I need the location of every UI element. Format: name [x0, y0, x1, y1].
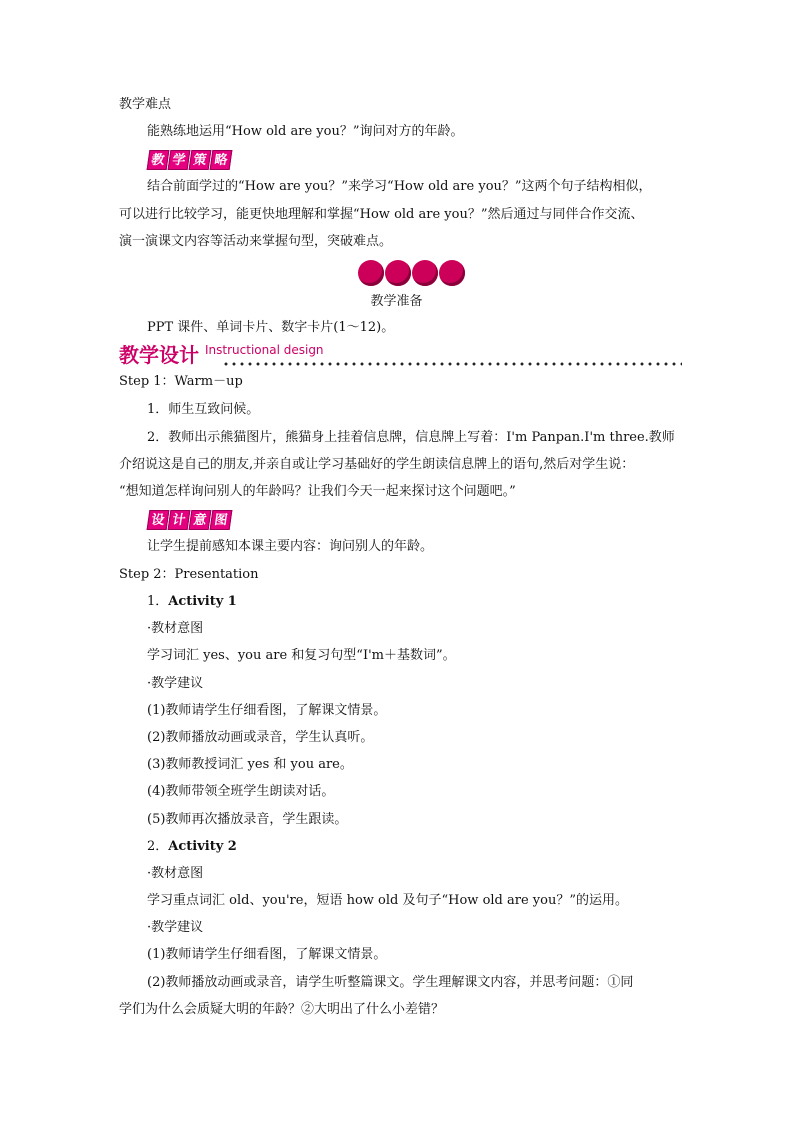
- circle-ornament: [358, 260, 384, 286]
- intent-tag-char: 设: [147, 510, 170, 530]
- activity-title: Activity 1: [168, 594, 237, 609]
- activity-number: 2．: [147, 839, 169, 854]
- suggestion-item: (2)教师播放动画或录音，学生认真听。: [147, 730, 374, 745]
- activity-title: Activity 2: [168, 839, 237, 854]
- suggestion-item-continuation: 学们为什么会质疑大明的年龄？②大明出了什么小差错？: [119, 1002, 445, 1017]
- step1-item-continuation: “想知道怎样询问别人的年龄吗？让我们今天一起来探讨这个问题吧。”: [119, 484, 516, 499]
- strategy-paragraph-line: 演一演课文内容等活动来掌握句型，突破难点。: [119, 234, 393, 249]
- design-title: 教学设计: [119, 343, 199, 367]
- activity-number: 1．: [147, 594, 169, 609]
- strategy-paragraph-line: 结合前面学过的“How are you？”来学习“How old are you？”这两个句子结构相似，: [147, 179, 652, 194]
- step1-item: 1．师生互致问候。: [147, 402, 260, 417]
- strategy-paragraph-line: 可以进行比较学习，能更快地理解和掌握“How old are you？”然后通过与同伴合作交流、: [119, 207, 644, 222]
- activity1-heading: [147, 592, 237, 612]
- dotted-divider: [222, 361, 682, 367]
- strategy-tag-char: 策: [189, 150, 212, 170]
- intent-text: 让学生提前感知本课主要内容：询问别人的年龄。: [147, 539, 434, 554]
- circle-ornament: [412, 260, 438, 286]
- activity-intent-text: 学习词汇 yes、you are 和复习句型“I'm＋基数词”。: [147, 648, 456, 663]
- section-label: ·教学建议: [147, 676, 204, 691]
- section-label: ·教学建议: [147, 920, 204, 935]
- intent-tag-char: 意: [189, 510, 212, 530]
- section-label: ·教材意图: [147, 621, 204, 636]
- suggestion-item: (3)教师教授词汇 yes 和 you are。: [147, 757, 353, 772]
- preparation-title: 教学准备: [370, 294, 423, 309]
- suggestion-item: (5)教师再次播放录音，学生跟读。: [147, 812, 348, 827]
- strategy-tag-char: 教: [147, 150, 170, 170]
- intent-tag-char: 计: [168, 510, 191, 530]
- strategy-tag: [148, 150, 231, 170]
- activity-intent-text: 学习重点词汇 old、you're，短语 how old 及句子“How old are you？”的运用。: [147, 893, 628, 908]
- step1-title: Step 1：Warm－up: [119, 374, 243, 389]
- intent-tag-char: 图: [210, 510, 233, 530]
- section-label: ·教材意图: [147, 866, 204, 881]
- suggestion-item: (2)教师播放动画或录音，请学生听整篇课文。学生理解课文内容，并思考问题：①同: [147, 975, 634, 990]
- step2-title: Step 2：Presentation: [119, 567, 259, 582]
- suggestion-item: (1)教师请学生仔细看图，了解课文情景。: [147, 947, 387, 962]
- suggestion-item: (4)教师带领全班学生朗读对话。: [147, 784, 335, 799]
- activity2-heading: [147, 837, 237, 857]
- step1-item-continuation: 介绍说这是自己的朋友,并亲自或让学习基础好的学生朗读信息牌上的语句,然后对学生说：: [119, 457, 635, 472]
- design-intent-tag: [148, 510, 231, 530]
- step1-item: 2．教师出示熊猫图片，熊猫身上挂着信息牌，信息牌上写着：I'm Panpan.I'm three.教师: [147, 430, 675, 445]
- difficulty-text: 能熟练地运用“How old are you？”询问对方的年龄。: [147, 124, 464, 139]
- design-subtitle: Instructional design: [205, 343, 324, 357]
- difficulty-heading: 教学难点: [119, 97, 172, 112]
- suggestion-item: (1)教师请学生仔细看图，了解课文情景。: [147, 703, 387, 718]
- preparation-text: PPT 课件、单词卡片、数字卡片(1～12)。: [147, 320, 395, 335]
- circle-ornament: [385, 260, 411, 286]
- strategy-tag-char: 略: [210, 150, 233, 170]
- circle-ornament: [439, 260, 465, 286]
- decorative-circles: [358, 260, 466, 286]
- strategy-tag-char: 学: [168, 150, 191, 170]
